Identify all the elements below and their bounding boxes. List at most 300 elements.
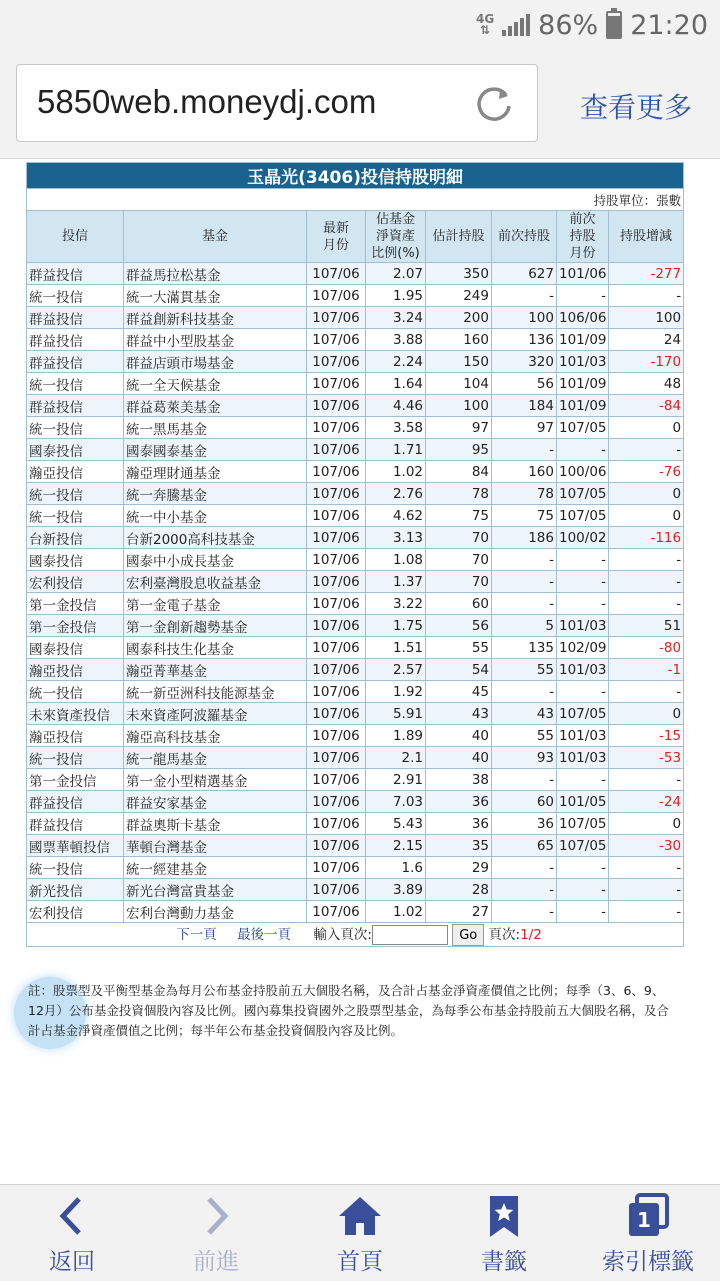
fund-cell: 統一全天候基金 (124, 373, 307, 395)
prev-month-cell: 100/06 (557, 461, 609, 483)
fund-cell: 群益馬拉松基金 (124, 263, 307, 285)
prev-month-cell: 107/05 (557, 703, 609, 725)
table-row (27, 813, 684, 835)
latest-month-cell: 107/06 (307, 703, 366, 725)
table-row (27, 835, 684, 857)
prev-holding-cell: - (492, 901, 557, 923)
forward-arrow-icon (191, 1193, 241, 1239)
prev-holding-cell: 43 (492, 703, 557, 725)
fund-cell: 群益葛萊美基金 (124, 395, 307, 417)
nav-ratio-cell: 5.43 (366, 813, 426, 835)
latest-month-cell: 107/06 (307, 417, 366, 439)
nav-ratio-cell: 1.92 (366, 681, 426, 703)
est-holding-cell: 35 (426, 835, 492, 857)
prev-holding-cell: 320 (492, 351, 557, 373)
nav-ratio-cell: 1.08 (366, 549, 426, 571)
go-button[interactable]: Go (452, 924, 484, 946)
est-holding-cell: 38 (426, 769, 492, 791)
nav-ratio-cell: 2.07 (366, 263, 426, 285)
est-holding-cell: 56 (426, 615, 492, 637)
nav-ratio-cell: 2.76 (366, 483, 426, 505)
prev-holding-cell: 627 (492, 263, 557, 285)
est-holding-cell: 28 (426, 879, 492, 901)
fund-cell: 統一黑馬基金 (124, 417, 307, 439)
fund-cell: 宏利台灣動力基金 (124, 901, 307, 923)
est-holding-cell: 150 (426, 351, 492, 373)
latest-month-cell: 107/06 (307, 857, 366, 879)
change-cell: - (609, 439, 684, 461)
holdings-table (26, 162, 684, 947)
table-row (27, 857, 684, 879)
trust-cell: 群益投信 (27, 395, 124, 417)
reload-icon[interactable] (473, 83, 515, 125)
footnote: 註：股票型及平衡型基金為每月公布基金持股前五大個股名稱，及合計占基金淨資產價值之比例；每季（3、6、9、12月）公布基金投資個股內容及比例。國內募集投資國外之股票型基金，為每季公布基金持股前五大個股名稱，及合計占基金淨資產價值之比例；每半年公布基金投資個股內容及比例。 (28, 983, 669, 1038)
nav-ratio-cell: 1.02 (366, 461, 426, 483)
trust-cell: 國票華頓投信 (27, 835, 124, 857)
nav-ratio-cell: 3.22 (366, 593, 426, 615)
est-holding-cell: 36 (426, 791, 492, 813)
forward-label: 前進 (193, 1249, 239, 1275)
change-cell: - (609, 681, 684, 703)
table-row (27, 747, 684, 769)
prev-holding-cell: - (492, 593, 557, 615)
header-col-fund: 基金 (124, 211, 307, 263)
prev-holding-cell: 5 (492, 615, 557, 637)
change-cell: -15 (609, 725, 684, 747)
fund-cell: 第一金電子基金 (124, 593, 307, 615)
fund-cell: 統一龍馬基金 (124, 747, 307, 769)
prev-holding-cell: 160 (492, 461, 557, 483)
nav-ratio-cell: 2.15 (366, 835, 426, 857)
change-cell: 24 (609, 329, 684, 351)
last-page-link[interactable]: 最後一頁 (237, 927, 292, 943)
bottom-navigation (0, 1184, 720, 1281)
fund-cell: 國泰國泰基金 (124, 439, 307, 461)
nav-ratio-cell: 4.46 (366, 395, 426, 417)
latest-month-cell: 107/06 (307, 813, 366, 835)
trust-cell: 宏利投信 (27, 571, 124, 593)
table-title: 玉晶光(3406)投信持股明細 (27, 163, 684, 189)
est-holding-cell: 70 (426, 527, 492, 549)
latest-month-cell: 107/06 (307, 681, 366, 703)
prev-month-cell: - (557, 593, 609, 615)
tab-count: 1 (637, 1208, 651, 1232)
prev-month-cell: 101/09 (557, 329, 609, 351)
latest-month-cell: 107/06 (307, 263, 366, 285)
trust-cell: 第一金投信 (27, 615, 124, 637)
prev-month-cell: - (557, 681, 609, 703)
table-row (27, 527, 684, 549)
change-cell: 48 (609, 373, 684, 395)
trust-cell: 瀚亞投信 (27, 461, 124, 483)
table-row (27, 439, 684, 461)
nav-ratio-cell: 1.64 (366, 373, 426, 395)
nav-ratio-cell: 2.57 (366, 659, 426, 681)
fund-cell: 統一大滿貫基金 (124, 285, 307, 307)
network-type: 4G ⇅ (475, 12, 495, 37)
back-arrow-icon (47, 1193, 97, 1239)
url-bar[interactable] (16, 64, 538, 142)
trust-cell: 統一投信 (27, 373, 124, 395)
bookmarks-label: 書籤 (481, 1249, 527, 1275)
table-row (27, 395, 684, 417)
table-row (27, 791, 684, 813)
table-row (27, 549, 684, 571)
fund-cell: 台新2000高科技基金 (124, 527, 307, 549)
trust-cell: 未來資產投信 (27, 703, 124, 725)
change-cell: - (609, 879, 684, 901)
prev-month-cell: - (557, 571, 609, 593)
est-holding-cell: 350 (426, 263, 492, 285)
nav-ratio-cell: 1.51 (366, 637, 426, 659)
prev-holding-cell: 186 (492, 527, 557, 549)
change-cell: - (609, 901, 684, 923)
nav-ratio-cell: 1.37 (366, 571, 426, 593)
nav-ratio-cell: 3.89 (366, 879, 426, 901)
trust-cell: 群益投信 (27, 791, 124, 813)
nav-ratio-cell: 3.24 (366, 307, 426, 329)
est-holding-cell: 60 (426, 593, 492, 615)
next-page-link[interactable]: 下一頁 (176, 927, 217, 943)
est-holding-cell: 27 (426, 901, 492, 923)
nav-ratio-cell: 1.6 (366, 857, 426, 879)
nav-ratio-cell: 2.1 (366, 747, 426, 769)
fund-cell: 國泰中小成長基金 (124, 549, 307, 571)
fund-cell: 未來資產阿波羅基金 (124, 703, 307, 725)
latest-month-cell: 107/06 (307, 505, 366, 527)
latest-month-cell: 107/06 (307, 439, 366, 461)
change-cell: - (609, 857, 684, 879)
prev-month-cell: - (557, 769, 609, 791)
latest-month-cell: 107/06 (307, 769, 366, 791)
trust-cell: 第一金投信 (27, 769, 124, 791)
prev-month-cell: - (557, 549, 609, 571)
nav-ratio-cell: 5.91 (366, 703, 426, 725)
prev-holding-cell: - (492, 285, 557, 307)
table-row (27, 681, 684, 703)
table-row (27, 637, 684, 659)
trust-cell: 宏利投信 (27, 901, 124, 923)
latest-month-cell: 107/06 (307, 659, 366, 681)
change-cell: -84 (609, 395, 684, 417)
est-holding-cell: 40 (426, 747, 492, 769)
table-row (27, 307, 684, 329)
est-holding-cell: 95 (426, 439, 492, 461)
est-holding-cell: 36 (426, 813, 492, 835)
fund-cell: 統一奔騰基金 (124, 483, 307, 505)
latest-month-cell: 107/06 (307, 747, 366, 769)
forward-button[interactable] (144, 1185, 288, 1281)
nav-ratio-cell: 1.75 (366, 615, 426, 637)
fund-cell: 瀚亞理財通基金 (124, 461, 307, 483)
fund-cell: 新光台灣富貴基金 (124, 879, 307, 901)
home-icon (335, 1193, 385, 1239)
latest-month-cell: 107/06 (307, 615, 366, 637)
home-button[interactable] (288, 1185, 432, 1281)
change-cell: 0 (609, 813, 684, 835)
header-col-est-holding: 估計持股 (426, 211, 492, 263)
fund-cell: 群益創新科技基金 (124, 307, 307, 329)
change-cell: - (609, 571, 684, 593)
nav-ratio-cell: 4.62 (366, 505, 426, 527)
prev-holding-cell: - (492, 681, 557, 703)
prev-holding-cell: - (492, 439, 557, 461)
prev-holding-cell: 75 (492, 505, 557, 527)
table-row (27, 593, 684, 615)
latest-month-cell: 107/06 (307, 879, 366, 901)
trust-cell: 群益投信 (27, 351, 124, 373)
latest-month-cell: 107/06 (307, 373, 366, 395)
latest-month-cell: 107/06 (307, 791, 366, 813)
trust-cell: 群益投信 (27, 329, 124, 351)
prev-month-cell: - (557, 857, 609, 879)
prev-holding-cell: 55 (492, 659, 557, 681)
header-col-prev-holding: 前次持股 (492, 211, 557, 263)
tabs-icon (623, 1193, 673, 1239)
latest-month-cell: 107/06 (307, 901, 366, 923)
latest-month-cell: 107/06 (307, 483, 366, 505)
nav-ratio-cell: 1.89 (366, 725, 426, 747)
pager (27, 923, 684, 947)
latest-month-cell: 107/06 (307, 351, 366, 373)
latest-month-cell: 107/06 (307, 461, 366, 483)
page-input[interactable] (372, 925, 448, 945)
back-label: 返回 (49, 1249, 95, 1275)
unit-note: 持股單位：張數 (27, 189, 684, 211)
table-row (27, 505, 684, 527)
prev-holding-cell: - (492, 879, 557, 901)
est-holding-cell: 200 (426, 307, 492, 329)
prev-holding-cell: - (492, 549, 557, 571)
prev-holding-cell: 97 (492, 417, 557, 439)
page-input-label: 輸入頁次: (313, 927, 372, 943)
bookmark-star-icon (479, 1193, 529, 1239)
prev-month-cell: 101/03 (557, 747, 609, 769)
clock: 21:20 (630, 9, 708, 41)
prev-holding-cell: 60 (492, 791, 557, 813)
table-row (27, 659, 684, 681)
status-bar (0, 0, 720, 50)
est-holding-cell: 70 (426, 571, 492, 593)
est-holding-cell: 40 (426, 725, 492, 747)
trust-cell: 群益投信 (27, 813, 124, 835)
nav-ratio-cell: 1.71 (366, 439, 426, 461)
table-row (27, 901, 684, 923)
est-holding-cell: 45 (426, 681, 492, 703)
trust-cell: 台新投信 (27, 527, 124, 549)
page-number: 1/2 (520, 927, 542, 943)
latest-month-cell: 107/06 (307, 329, 366, 351)
fund-cell: 群益店頭市場基金 (124, 351, 307, 373)
change-cell: -277 (609, 263, 684, 285)
change-cell: -30 (609, 835, 684, 857)
nav-ratio-cell: 3.88 (366, 329, 426, 351)
table-row (27, 417, 684, 439)
est-holding-cell: 54 (426, 659, 492, 681)
trust-cell: 統一投信 (27, 681, 124, 703)
fund-cell: 統一中小基金 (124, 505, 307, 527)
change-cell: - (609, 593, 684, 615)
page-content (0, 159, 720, 1184)
change-cell: -76 (609, 461, 684, 483)
change-cell: 0 (609, 483, 684, 505)
fund-cell: 華頓台灣基金 (124, 835, 307, 857)
more-link[interactable]: 查看更多 (580, 91, 693, 124)
prev-month-cell: - (557, 285, 609, 307)
est-holding-cell: 100 (426, 395, 492, 417)
table-row (27, 703, 684, 725)
battery-icon (606, 11, 622, 39)
table-row (27, 461, 684, 483)
fund-cell: 第一金創新趨勢基金 (124, 615, 307, 637)
est-holding-cell: 29 (426, 857, 492, 879)
latest-month-cell: 107/06 (307, 395, 366, 417)
prev-month-cell: - (557, 901, 609, 923)
prev-month-cell: 101/06 (557, 263, 609, 285)
header-col-latest-month: 最新 月份 (307, 211, 366, 263)
change-cell: -80 (609, 637, 684, 659)
prev-month-cell: 107/05 (557, 835, 609, 857)
prev-month-cell: 101/03 (557, 659, 609, 681)
est-holding-cell: 43 (426, 703, 492, 725)
change-cell: 51 (609, 615, 684, 637)
trust-cell: 群益投信 (27, 263, 124, 285)
table-row (27, 329, 684, 351)
est-holding-cell: 70 (426, 549, 492, 571)
header-col-nav-ratio: 佔基金 淨資產 比例(%) (366, 211, 426, 263)
latest-month-cell: 107/06 (307, 527, 366, 549)
trust-cell: 新光投信 (27, 879, 124, 901)
tabs-button[interactable] (576, 1185, 720, 1281)
change-cell: - (609, 285, 684, 307)
change-cell: -170 (609, 351, 684, 373)
home-label: 首頁 (337, 1249, 383, 1275)
prev-month-cell: 101/03 (557, 351, 609, 373)
prev-month-cell: 101/03 (557, 725, 609, 747)
prev-holding-cell: 184 (492, 395, 557, 417)
change-cell: -1 (609, 659, 684, 681)
bookmarks-button[interactable] (432, 1185, 576, 1281)
table-row (27, 373, 684, 395)
prev-holding-cell: 136 (492, 329, 557, 351)
header-col-change: 持股增減 (609, 211, 684, 263)
fund-cell: 統一新亞洲科技能源基金 (124, 681, 307, 703)
table-row (27, 263, 684, 285)
prev-month-cell: 102/09 (557, 637, 609, 659)
change-cell: - (609, 549, 684, 571)
latest-month-cell: 107/06 (307, 285, 366, 307)
header-col-trust: 投信 (27, 211, 124, 263)
table-row (27, 879, 684, 901)
table-row (27, 483, 684, 505)
est-holding-cell: 104 (426, 373, 492, 395)
nav-ratio-cell: 2.91 (366, 769, 426, 791)
latest-month-cell: 107/06 (307, 725, 366, 747)
nav-ratio-cell: 2.24 (366, 351, 426, 373)
prev-month-cell: 101/09 (557, 395, 609, 417)
est-holding-cell: 160 (426, 329, 492, 351)
table-row (27, 615, 684, 637)
latest-month-cell: 107/06 (307, 593, 366, 615)
prev-holding-cell: 56 (492, 373, 557, 395)
fund-cell: 瀚亞菁華基金 (124, 659, 307, 681)
fund-cell: 國泰科技生化基金 (124, 637, 307, 659)
nav-ratio-cell: 7.03 (366, 791, 426, 813)
prev-holding-cell: - (492, 571, 557, 593)
back-button[interactable] (0, 1185, 144, 1281)
trust-cell: 國泰投信 (27, 439, 124, 461)
nav-ratio-cell: 1.02 (366, 901, 426, 923)
prev-month-cell: 106/06 (557, 307, 609, 329)
prev-month-cell: 107/05 (557, 505, 609, 527)
prev-holding-cell: - (492, 769, 557, 791)
trust-cell: 統一投信 (27, 747, 124, 769)
nav-ratio-cell: 3.58 (366, 417, 426, 439)
prev-month-cell: 100/02 (557, 527, 609, 549)
change-cell: - (609, 769, 684, 791)
nav-ratio-cell: 1.95 (366, 285, 426, 307)
signal-icon (502, 14, 530, 36)
change-cell: 0 (609, 505, 684, 527)
trust-cell: 國泰投信 (27, 549, 124, 571)
change-cell: -24 (609, 791, 684, 813)
trust-cell: 瀚亞投信 (27, 725, 124, 747)
est-holding-cell: 78 (426, 483, 492, 505)
tabs-label: 索引標籤 (602, 1249, 694, 1275)
prev-month-cell: 101/05 (557, 791, 609, 813)
prev-holding-cell: 36 (492, 813, 557, 835)
trust-cell: 統一投信 (27, 417, 124, 439)
prev-month-cell: - (557, 439, 609, 461)
prev-holding-cell: 135 (492, 637, 557, 659)
latest-month-cell: 107/06 (307, 637, 366, 659)
fund-cell: 群益安家基金 (124, 791, 307, 813)
trust-cell: 統一投信 (27, 483, 124, 505)
change-cell: 0 (609, 703, 684, 725)
prev-holding-cell: 93 (492, 747, 557, 769)
change-cell: -53 (609, 747, 684, 769)
browser-toolbar (0, 50, 720, 159)
est-holding-cell: 75 (426, 505, 492, 527)
change-cell: -116 (609, 527, 684, 549)
prev-month-cell: 101/03 (557, 615, 609, 637)
table-row (27, 285, 684, 307)
nav-ratio-cell: 3.13 (366, 527, 426, 549)
prev-holding-cell: 78 (492, 483, 557, 505)
latest-month-cell: 107/06 (307, 571, 366, 593)
trust-cell: 群益投信 (27, 307, 124, 329)
table-row (27, 571, 684, 593)
est-holding-cell: 84 (426, 461, 492, 483)
table-row (27, 351, 684, 373)
prev-month-cell: 107/05 (557, 813, 609, 835)
trust-cell: 國泰投信 (27, 637, 124, 659)
prev-holding-cell: 65 (492, 835, 557, 857)
prev-month-cell: 107/05 (557, 417, 609, 439)
change-cell: 100 (609, 307, 684, 329)
prev-holding-cell: - (492, 857, 557, 879)
fund-cell: 群益中小型股基金 (124, 329, 307, 351)
latest-month-cell: 107/06 (307, 835, 366, 857)
prev-holding-cell: 100 (492, 307, 557, 329)
fund-cell: 群益奧斯卡基金 (124, 813, 307, 835)
prev-month-cell: 101/09 (557, 373, 609, 395)
battery-percent: 86% (538, 9, 599, 41)
table-row (27, 769, 684, 791)
trust-cell: 第一金投信 (27, 593, 124, 615)
trust-cell: 統一投信 (27, 857, 124, 879)
est-holding-cell: 249 (426, 285, 492, 307)
